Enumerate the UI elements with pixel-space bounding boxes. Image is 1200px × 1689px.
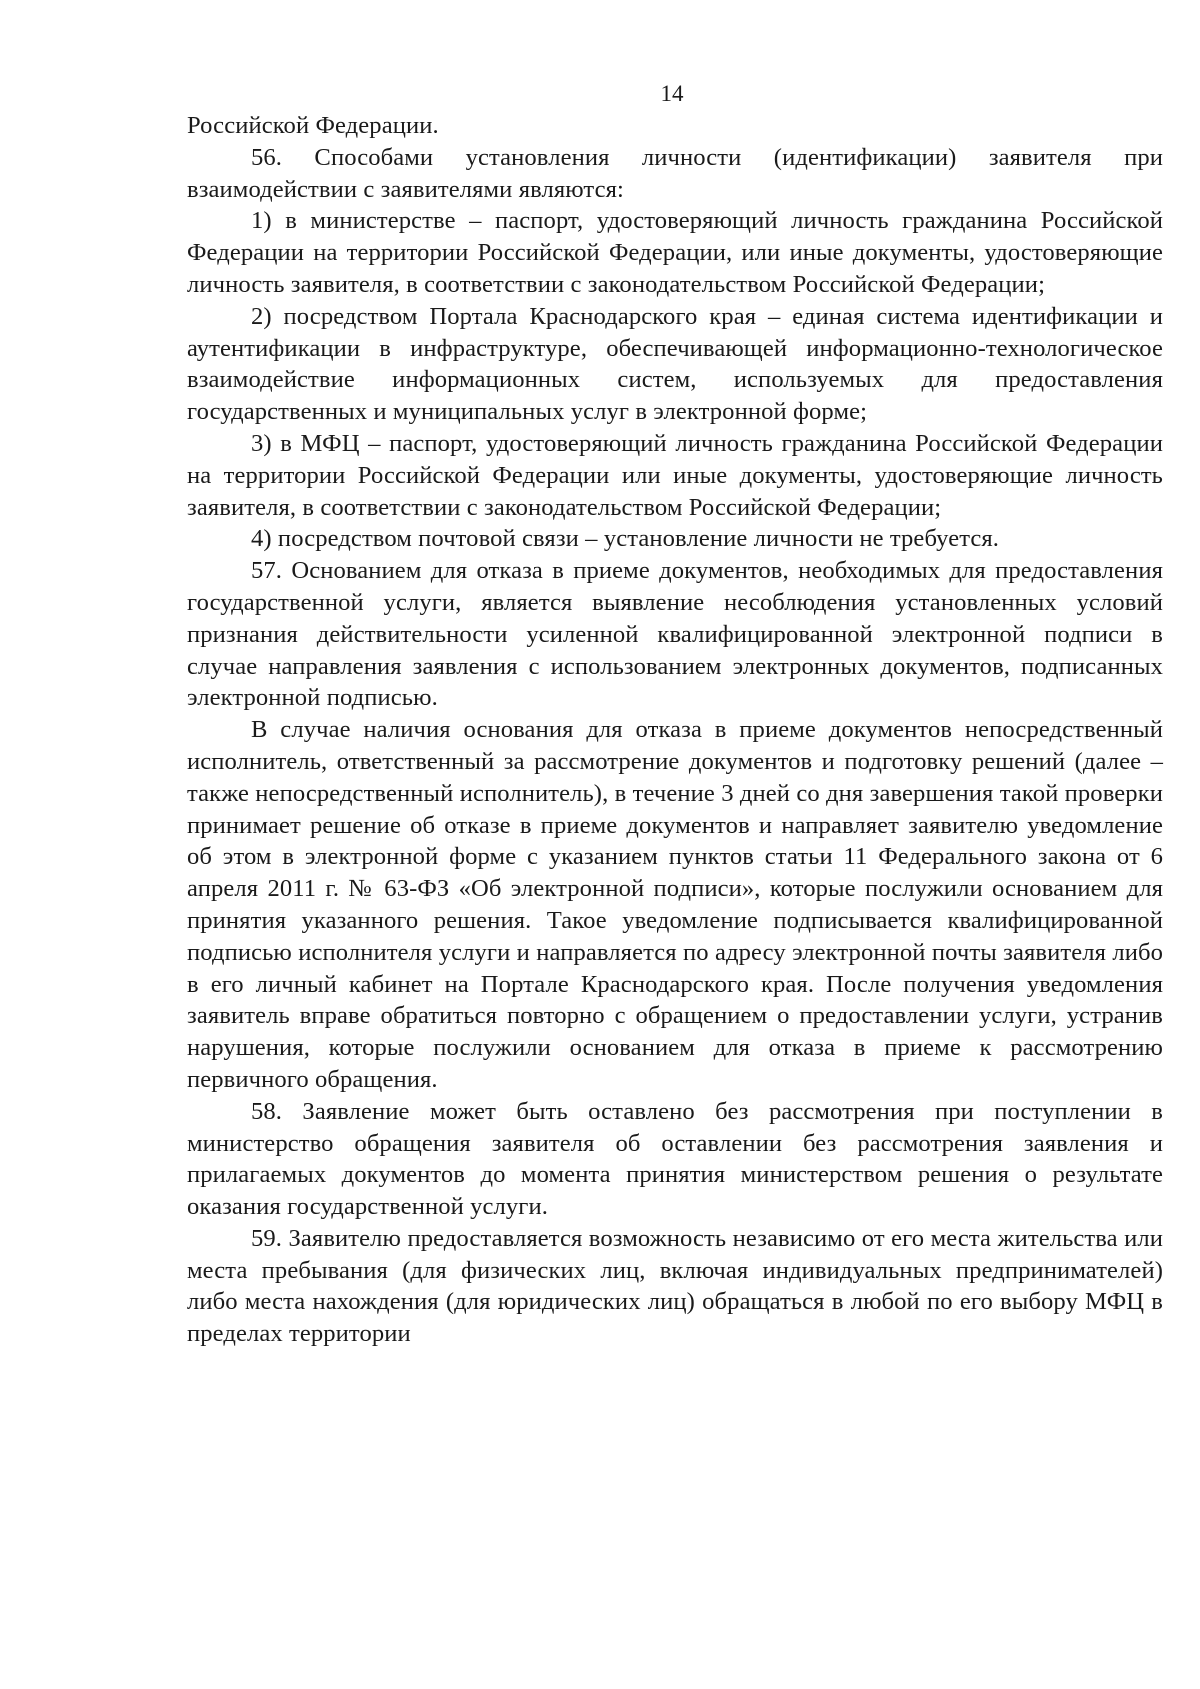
paragraph-59: 59. Заявителю предоставляется возможность независимо от его места жительства или места пребывания (для физических лиц, включая индивидуальных предпринимателей) либо места нахождения (для юридических лиц) обращаться в любой по его выбору МФЦ в пределах территории <box>187 1224 1163 1348</box>
body-text <box>187 110 1163 1350</box>
paragraph-continuation: Российской Федерации. <box>187 112 439 139</box>
paragraph-56-item-2: 2) посредством Портала Краснодарского края – единая система идентификации и аутентификации в инфраструктуре, обеспечивающей информационно-технологическое взаимодействие информационных систем, используемых для предоставления государственных и муниципальных услуг в электронной форме; <box>187 302 1163 426</box>
paragraph-56-item-3: 3) в МФЦ – паспорт, удостоверяющий личность гражданина Российской Федерации на территории Российской Федерации или иные документы, удостоверяющие личность заявителя, в соответствии с законодательством Российской Федерации; <box>187 429 1163 521</box>
paragraph-56-item-1: 1) в министерстве – паспорт, удостоверяющий личность гражданина Российской Федерации на территории Российской Федерации, или иные документы, удостоверяющие личность заявителя, в соответствии с законодательством Российской Федерации; <box>187 207 1163 298</box>
paragraph-57-refusal: В случае наличия основания для отказа в приеме документов непосредственный исполнитель, ответственный за рассмотрение документов и подготовку решений (далее – также непосредственный исполнитель), в течение 3 дней со дня завершения такой проверки принимает решение об отказе в приеме документов и направляет заявителю уведомление об этом в электронной форме с указанием пунктов статьи 11 Федерального закона от 6 апреля 2011 г. № 63-ФЗ «Об электронной подписи», которые послужили основанием для принятия указанного решения. Такое уведомление подписывается квалифицированной подписью исполнителя услуги и направляется по адресу электронной почты заявителя либо в его личный кабинет на Портале Краснодарского края. После получения уведомления заявитель вправе обратиться повторно с обращением о предоставлении услуги, устранив нарушения, которые послужили основанием для отказа в приеме к рассмотрению первичного обращения. <box>187 716 1163 1093</box>
page-number: 14 <box>660 81 684 106</box>
paragraph-56-item-4: 4) посредством почтовой связи – установление личности не требуется. <box>251 525 1000 553</box>
paragraph-58: 58. Заявление может быть оставлено без рассмотрения при поступлении в министерство обращения заявителя об оставлении без рассмотрения заявления и прилагаемых документов до момента принятия министерством решения о результате оказания государственной услуги. <box>187 1097 1163 1221</box>
paragraph-57: 57. Основанием для отказа в приеме документов, необходимых для предоставления государственной услуги, является выявление несоблюдения установленных условий признания действительности усиленной квалифицированной электронной подписи в случае направления заявления с использованием электронных документов, подписанных электронной подписью. <box>187 557 1163 712</box>
paragraph-56: 56. Способами установления личности (идентификации) заявителя при взаимодействии с заявителями являются: <box>187 143 1163 203</box>
